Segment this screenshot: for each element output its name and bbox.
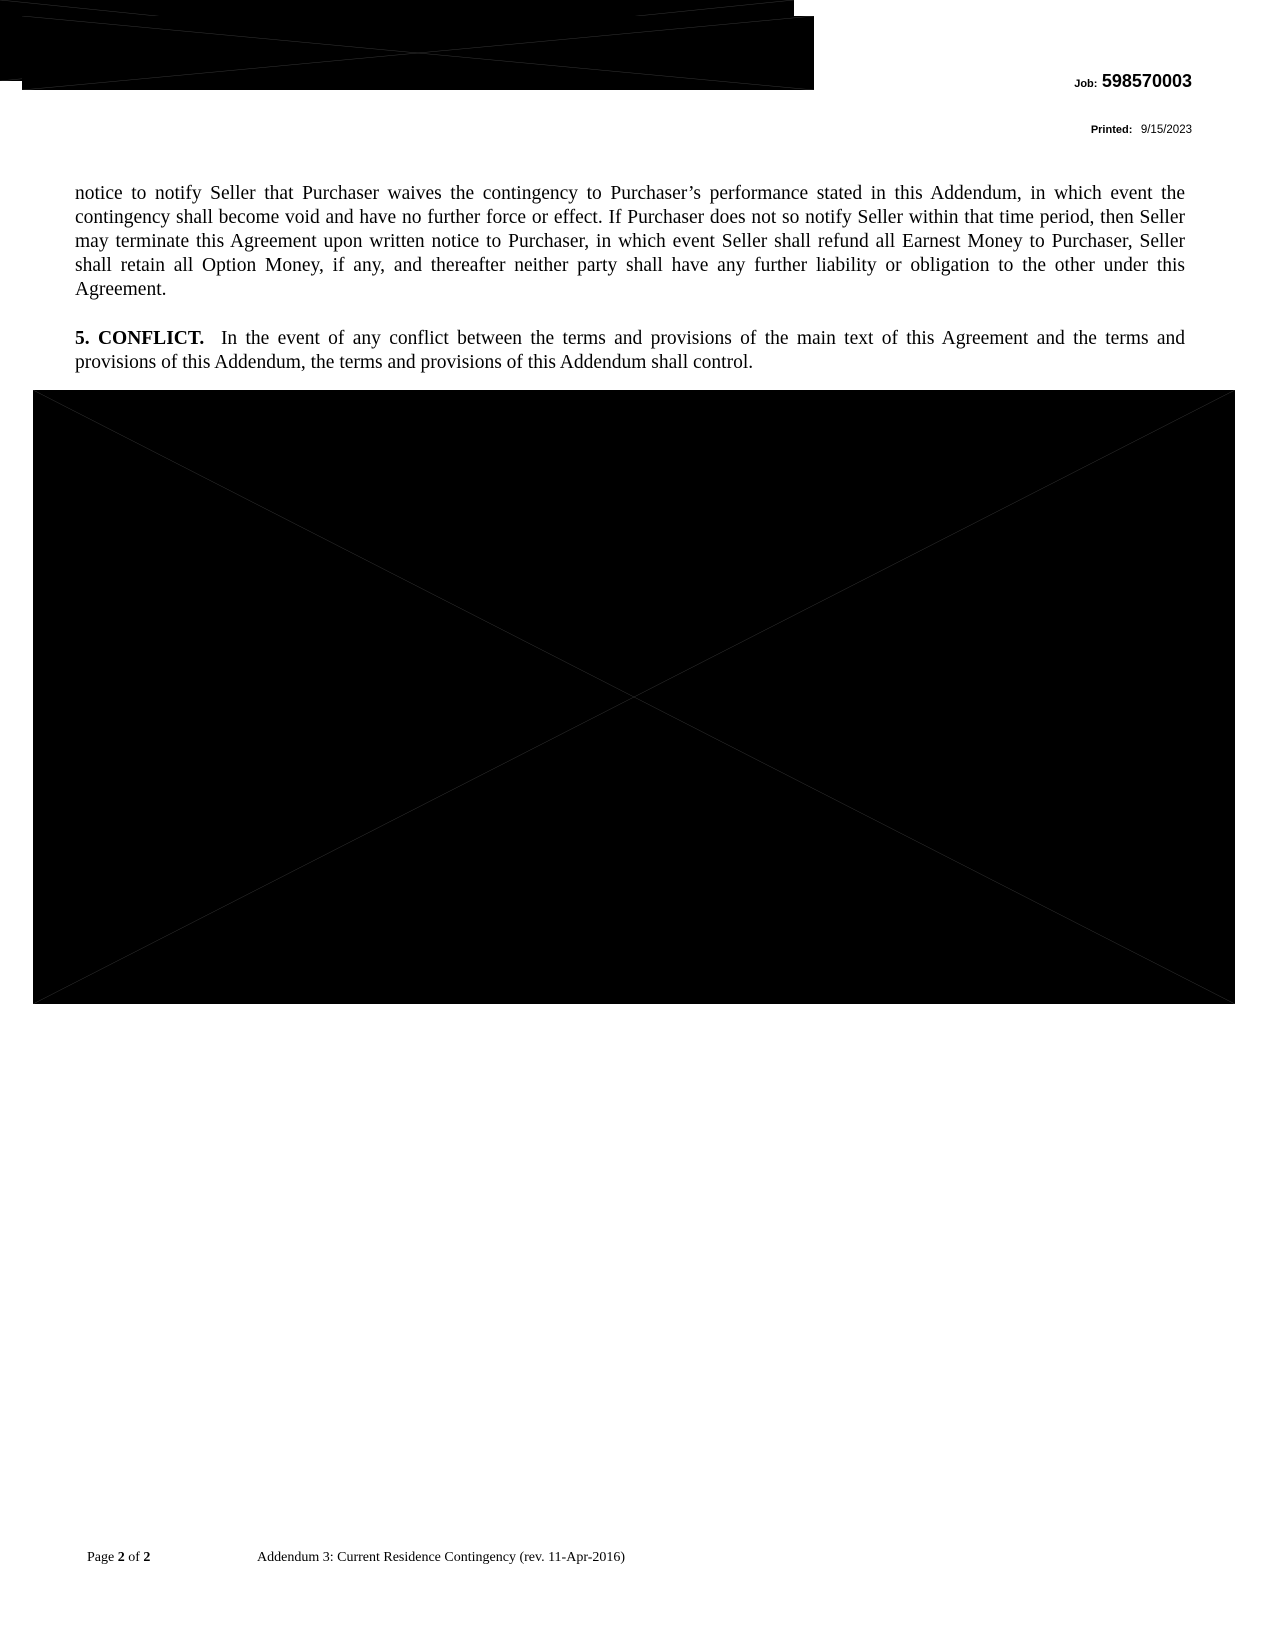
conflict-text: In the event of any conflict between the terms and provisions of the main text of this Agreement and the terms and provisions of this Addendum, the terms and provisions of this Addendum shall control. — [75, 328, 1186, 373]
job-label: Job: — [1074, 78, 1098, 90]
placeholder-cross-icon — [33, 390, 1235, 1004]
conflict-heading: 5. CONFLICT. — [75, 328, 205, 349]
printed-date: 9/15/2023 — [1140, 124, 1192, 136]
continuation-paragraph: notice to notify Seller that Purchaser waives the contingency to Purchaser’s performance stated in this Addendum, in which event the contingency shall become void and have no further force or effect. If Purchaser does not so notify Seller within that time period, then Seller may terminate this Agreement upon written notice to Purchaser, in which event Seller shall refund all Earnest Money to Purchaser, Seller shall retain all Option Money, if any, and thereafter neither party shall have any further liability or obligation to the other under this Agreement. — [75, 183, 1185, 300]
page-current: 2 — [117, 1550, 125, 1565]
redacted-signature-block — [33, 390, 1235, 1004]
page-footer — [87, 1550, 625, 1566]
job-number: 598570003 — [1101, 71, 1192, 91]
placeholder-cross-icon — [22, 16, 814, 90]
printed-date-line — [1091, 120, 1192, 138]
printed-label: Printed: — [1090, 124, 1133, 136]
conflict-paragraph — [75, 327, 1185, 375]
page-word: Page — [87, 1550, 115, 1565]
page-total: 2 — [143, 1550, 151, 1565]
page-indicator — [87, 1550, 257, 1566]
page-of: of — [128, 1550, 140, 1565]
job-number-line — [1074, 71, 1192, 92]
document-title: Addendum 3: Current Residence Contingency (rev. 11-Apr-2016) — [257, 1550, 626, 1565]
redacted-header-block — [22, 16, 814, 90]
